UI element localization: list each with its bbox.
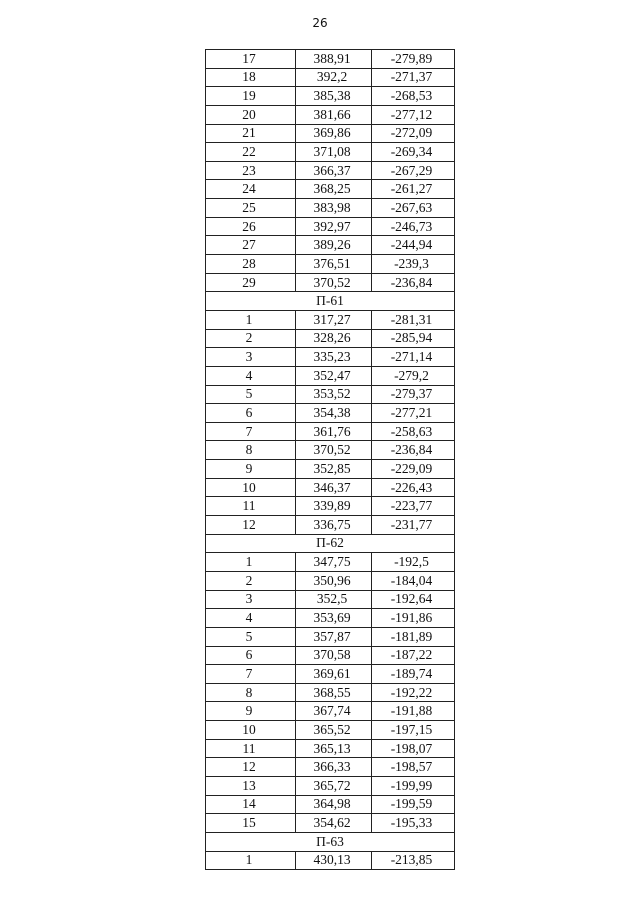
- x-coordinate-cell: 392,97: [296, 217, 372, 236]
- table-row: [206, 68, 455, 87]
- table-row: [206, 329, 455, 348]
- x-coordinate-cell: 336,75: [296, 516, 372, 535]
- y-coordinate-cell: -213,85: [372, 851, 455, 870]
- coordinates-table-body: [206, 50, 455, 870]
- section-label: П-63: [206, 832, 455, 851]
- section-header-row: [206, 832, 455, 851]
- table-row: [206, 385, 455, 404]
- table-row: [206, 422, 455, 441]
- x-coordinate-cell: 365,13: [296, 739, 372, 758]
- table-row: [206, 683, 455, 702]
- point-number-cell: 3: [206, 348, 296, 367]
- point-number-cell: 24: [206, 180, 296, 199]
- table-row: [206, 516, 455, 535]
- y-coordinate-cell: -272,09: [372, 124, 455, 143]
- x-coordinate-cell: 354,62: [296, 814, 372, 833]
- table-row: [206, 348, 455, 367]
- table-row: [206, 571, 455, 590]
- section-label: П-62: [206, 534, 455, 553]
- point-number-cell: 9: [206, 460, 296, 479]
- y-coordinate-cell: -279,37: [372, 385, 455, 404]
- x-coordinate-cell: 357,87: [296, 627, 372, 646]
- y-coordinate-cell: -192,5: [372, 553, 455, 572]
- x-coordinate-cell: 430,13: [296, 851, 372, 870]
- point-number-cell: 27: [206, 236, 296, 255]
- x-coordinate-cell: 354,38: [296, 404, 372, 423]
- y-coordinate-cell: -223,77: [372, 497, 455, 516]
- y-coordinate-cell: -236,84: [372, 273, 455, 292]
- y-coordinate-cell: -192,22: [372, 683, 455, 702]
- point-number-cell: 21: [206, 124, 296, 143]
- y-coordinate-cell: -226,43: [372, 478, 455, 497]
- y-coordinate-cell: -229,09: [372, 460, 455, 479]
- x-coordinate-cell: 368,55: [296, 683, 372, 702]
- point-number-cell: 26: [206, 217, 296, 236]
- table-row: [206, 590, 455, 609]
- y-coordinate-cell: -239,3: [372, 255, 455, 274]
- y-coordinate-cell: -269,34: [372, 143, 455, 162]
- y-coordinate-cell: -268,53: [372, 87, 455, 106]
- y-coordinate-cell: -277,12: [372, 105, 455, 124]
- x-coordinate-cell: 364,98: [296, 795, 372, 814]
- point-number-cell: 10: [206, 478, 296, 497]
- point-number-cell: 8: [206, 683, 296, 702]
- point-number-cell: 4: [206, 366, 296, 385]
- point-number-cell: 15: [206, 814, 296, 833]
- point-number-cell: 7: [206, 422, 296, 441]
- x-coordinate-cell: 352,47: [296, 366, 372, 385]
- y-coordinate-cell: -236,84: [372, 441, 455, 460]
- x-coordinate-cell: 385,38: [296, 87, 372, 106]
- x-coordinate-cell: 370,58: [296, 646, 372, 665]
- y-coordinate-cell: -271,14: [372, 348, 455, 367]
- point-number-cell: 2: [206, 571, 296, 590]
- y-coordinate-cell: -199,99: [372, 776, 455, 795]
- x-coordinate-cell: 352,85: [296, 460, 372, 479]
- y-coordinate-cell: -197,15: [372, 721, 455, 740]
- point-number-cell: 22: [206, 143, 296, 162]
- y-coordinate-cell: -189,74: [372, 665, 455, 684]
- table-row: [206, 627, 455, 646]
- table-row: [206, 851, 455, 870]
- x-coordinate-cell: 367,74: [296, 702, 372, 721]
- x-coordinate-cell: 376,51: [296, 255, 372, 274]
- table-row: [206, 199, 455, 218]
- table-row: [206, 310, 455, 329]
- point-number-cell: 6: [206, 404, 296, 423]
- x-coordinate-cell: 361,76: [296, 422, 372, 441]
- table-row: [206, 105, 455, 124]
- table-row: [206, 776, 455, 795]
- table-row: [206, 441, 455, 460]
- table-row: [206, 478, 455, 497]
- x-coordinate-cell: 369,61: [296, 665, 372, 684]
- table-row: [206, 217, 455, 236]
- point-number-cell: 12: [206, 758, 296, 777]
- y-coordinate-cell: -277,21: [372, 404, 455, 423]
- x-coordinate-cell: 365,52: [296, 721, 372, 740]
- y-coordinate-cell: -281,31: [372, 310, 455, 329]
- x-coordinate-cell: 346,37: [296, 478, 372, 497]
- y-coordinate-cell: -195,33: [372, 814, 455, 833]
- y-coordinate-cell: -261,27: [372, 180, 455, 199]
- table-row: [206, 646, 455, 665]
- table-row: [206, 460, 455, 479]
- y-coordinate-cell: -231,77: [372, 516, 455, 535]
- table-row: [206, 50, 455, 69]
- point-number-cell: 20: [206, 105, 296, 124]
- section-header-row: [206, 292, 455, 311]
- point-number-cell: 12: [206, 516, 296, 535]
- point-number-cell: 1: [206, 553, 296, 572]
- y-coordinate-cell: -279,2: [372, 366, 455, 385]
- x-coordinate-cell: 339,89: [296, 497, 372, 516]
- table-row: [206, 553, 455, 572]
- y-coordinate-cell: -198,57: [372, 758, 455, 777]
- table-row: [206, 180, 455, 199]
- point-number-cell: 1: [206, 310, 296, 329]
- y-coordinate-cell: -267,63: [372, 199, 455, 218]
- y-coordinate-cell: -192,64: [372, 590, 455, 609]
- point-number-cell: 11: [206, 497, 296, 516]
- x-coordinate-cell: 370,52: [296, 273, 372, 292]
- section-label: П-61: [206, 292, 455, 311]
- y-coordinate-cell: -187,22: [372, 646, 455, 665]
- y-coordinate-cell: -184,04: [372, 571, 455, 590]
- point-number-cell: 29: [206, 273, 296, 292]
- point-number-cell: 7: [206, 665, 296, 684]
- x-coordinate-cell: 389,26: [296, 236, 372, 255]
- point-number-cell: 10: [206, 721, 296, 740]
- table-row: [206, 721, 455, 740]
- point-number-cell: 17: [206, 50, 296, 69]
- table-row: [206, 795, 455, 814]
- page-number: 26: [312, 16, 328, 30]
- point-number-cell: 9: [206, 702, 296, 721]
- y-coordinate-cell: -199,59: [372, 795, 455, 814]
- y-coordinate-cell: -246,73: [372, 217, 455, 236]
- x-coordinate-cell: 328,26: [296, 329, 372, 348]
- y-coordinate-cell: -271,37: [372, 68, 455, 87]
- y-coordinate-cell: -258,63: [372, 422, 455, 441]
- table-row: [206, 124, 455, 143]
- point-number-cell: 13: [206, 776, 296, 795]
- x-coordinate-cell: 392,2: [296, 68, 372, 87]
- y-coordinate-cell: -191,86: [372, 609, 455, 628]
- point-number-cell: 5: [206, 385, 296, 404]
- table-row: [206, 255, 455, 274]
- point-number-cell: 18: [206, 68, 296, 87]
- y-coordinate-cell: -191,88: [372, 702, 455, 721]
- table-row: [206, 702, 455, 721]
- table-row: [206, 758, 455, 777]
- x-coordinate-cell: 353,52: [296, 385, 372, 404]
- point-number-cell: 6: [206, 646, 296, 665]
- table-row: [206, 273, 455, 292]
- coordinates-table: [205, 49, 455, 870]
- table-row: [206, 665, 455, 684]
- table-row: [206, 609, 455, 628]
- point-number-cell: 1: [206, 851, 296, 870]
- point-number-cell: 28: [206, 255, 296, 274]
- table-row: [206, 739, 455, 758]
- table-row: [206, 87, 455, 106]
- x-coordinate-cell: 352,5: [296, 590, 372, 609]
- point-number-cell: 25: [206, 199, 296, 218]
- x-coordinate-cell: 366,37: [296, 161, 372, 180]
- table-row: [206, 236, 455, 255]
- y-coordinate-cell: -244,94: [372, 236, 455, 255]
- x-coordinate-cell: 383,98: [296, 199, 372, 218]
- x-coordinate-cell: 350,96: [296, 571, 372, 590]
- y-coordinate-cell: -267,29: [372, 161, 455, 180]
- x-coordinate-cell: 369,86: [296, 124, 372, 143]
- x-coordinate-cell: 335,23: [296, 348, 372, 367]
- point-number-cell: 8: [206, 441, 296, 460]
- y-coordinate-cell: -181,89: [372, 627, 455, 646]
- x-coordinate-cell: 370,52: [296, 441, 372, 460]
- x-coordinate-cell: 317,27: [296, 310, 372, 329]
- x-coordinate-cell: 388,91: [296, 50, 372, 69]
- table-row: [206, 143, 455, 162]
- x-coordinate-cell: 365,72: [296, 776, 372, 795]
- point-number-cell: 19: [206, 87, 296, 106]
- table-row: [206, 161, 455, 180]
- x-coordinate-cell: 371,08: [296, 143, 372, 162]
- table-row: [206, 366, 455, 385]
- table-row: [206, 404, 455, 423]
- x-coordinate-cell: 353,69: [296, 609, 372, 628]
- table-row: [206, 814, 455, 833]
- point-number-cell: 3: [206, 590, 296, 609]
- x-coordinate-cell: 368,25: [296, 180, 372, 199]
- x-coordinate-cell: 347,75: [296, 553, 372, 572]
- point-number-cell: 23: [206, 161, 296, 180]
- section-header-row: [206, 534, 455, 553]
- point-number-cell: 2: [206, 329, 296, 348]
- point-number-cell: 4: [206, 609, 296, 628]
- y-coordinate-cell: -279,89: [372, 50, 455, 69]
- y-coordinate-cell: -285,94: [372, 329, 455, 348]
- y-coordinate-cell: -198,07: [372, 739, 455, 758]
- point-number-cell: 11: [206, 739, 296, 758]
- table-row: [206, 497, 455, 516]
- point-number-cell: 5: [206, 627, 296, 646]
- x-coordinate-cell: 381,66: [296, 105, 372, 124]
- point-number-cell: 14: [206, 795, 296, 814]
- x-coordinate-cell: 366,33: [296, 758, 372, 777]
